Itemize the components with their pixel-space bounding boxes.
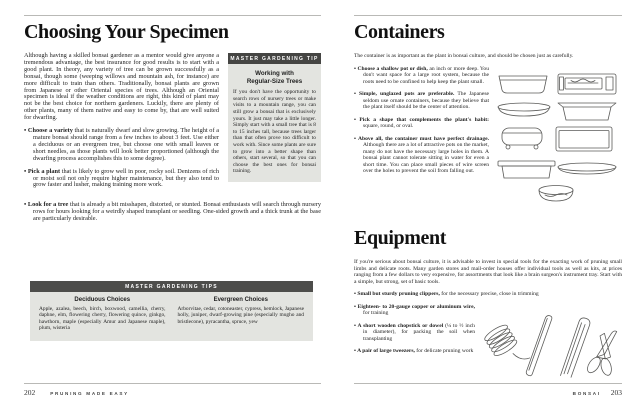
- bullet-lead: Pick a plant: [27, 167, 61, 175]
- bullet-text: The Japanese seldom use ornate containers, because they believe that the plant itself should be the center of attention.: [363, 91, 490, 110]
- clippers-icon: [585, 330, 617, 375]
- page-title: Choosing Your Specimen: [24, 21, 229, 43]
- bullet-text: that is likely to grow well in poor, rocky soil. Denizens of rich or moist soil not only require higher maintenance, but they also tend to grow faster and lusher, making training more work.: [33, 167, 219, 189]
- master-gardening-tip-box: [228, 53, 321, 182]
- bullet-text: that is already a bit misshapen, distorted, or stunted. Bonsai enthusiasts will search through nursery rows for hours looking for a weirdly shaped transplant or seedling. One-sided growth and a thick trunk at the base are particularly desirable.: [33, 201, 322, 223]
- bullet-lead: Eighteen- to 20-gauge copper or aluminum wire,: [357, 303, 475, 310]
- equipment-two-column-layout: [354, 304, 622, 384]
- page-left: [24, 0, 321, 409]
- wire-coil-icon: [483, 322, 519, 358]
- column-title: Evergreen Choices: [213, 297, 268, 303]
- bullet-text: for the necessary precise, close in trimming: [439, 291, 539, 297]
- bonsai-pots-illustration: [494, 66, 622, 216]
- page-number: 202: [24, 388, 36, 397]
- equipment-bullets-column: [354, 304, 475, 361]
- section-equipment: [354, 227, 622, 384]
- deciduous-choices-column: [39, 297, 166, 332]
- page-right: [354, 0, 622, 409]
- bullet-chopstick-dowel: [354, 323, 475, 343]
- bullet-unglazed-pots: [354, 91, 489, 111]
- master-gardening-tips-table: [30, 281, 313, 341]
- wire-tail: [513, 353, 530, 358]
- bullet-copper-wire: [354, 304, 475, 317]
- top-rule: [354, 15, 622, 16]
- bullet-text: an inch or more deep. You don't want space for a large root system, because the roots need to be confined to help keep the plant small.: [363, 65, 490, 85]
- bonsai-tools-illustration: [477, 302, 622, 384]
- bullet-text: Although there are a lot of attractive pots on the market, many do not have the necessary large holes in them. A bonsai plant cannot tolerate sitting in water for even a short time. You can place small pieces of wire screen over the holes to prevent the soil from falling out.: [363, 142, 489, 174]
- left-page-footer: [24, 383, 321, 397]
- bullet-lead: A short wooden chopstick or dowel: [357, 322, 444, 329]
- section-containers: [354, 21, 622, 216]
- tips-table-body: [30, 292, 313, 341]
- equipment-title: Equipment: [354, 227, 446, 249]
- bullet-choose-a-variety: [24, 128, 219, 163]
- bonsai-tools-icon: [477, 302, 622, 384]
- running-title: PRUNING MADE EASY: [50, 391, 129, 396]
- column-text: Apple, azalea, beech, birch, boxwood, camellia, cherry, daphne, elm, flowering cherry, flowering quince, ginkgo, hawthorn, maple (especially Amur and Japanese maple), plum, wisteria: [39, 306, 166, 332]
- bullet-lead: Choose a shallow pot or dish,: [357, 65, 428, 72]
- bullet-lead: Small but sturdy pruning clippers,: [357, 291, 440, 297]
- bullet-text: for delicate pruning work: [414, 348, 474, 354]
- bullet-lead: Pick a shape that complements the plant's habit:: [359, 116, 489, 123]
- tips-table-header-bar: MASTER GARDENING TIPS: [30, 281, 313, 292]
- page-number: 203: [610, 388, 622, 397]
- bullet-look-for-a-tree: [24, 202, 321, 223]
- column-title: Deciduous Choices: [74, 297, 131, 303]
- tip-box-title: Working with Regular-Size Trees: [246, 70, 303, 85]
- containers-two-column-layout: [354, 66, 622, 216]
- bullet-pick-a-shape: [354, 117, 489, 130]
- tip-box-body: [228, 64, 321, 182]
- containers-bullets-column: [354, 66, 489, 181]
- right-page-footer: [354, 383, 622, 397]
- two-column-layout: [24, 53, 321, 195]
- tip-box-header-bar: MASTER GARDENING TIP: [228, 53, 321, 64]
- tweezers-icon: [560, 317, 589, 376]
- intro-paragraph: Although having a skilled bonsai gardener as a mentor would give anyone a tremendous advantage, the best insurance for good results is to start with a good plant. In theory, any variety of tree can be grown successfully as a bonsai, though some (weeping willows and mountain ash, for instance) are more difficult to train than others. Traditionally, bonsai plants are grown from Japanese or other Oriental species of trees. Although an Oriental specimen is ideal if the weather conditions are right, this kind of plant may not be the best choice for northern gardeners. Luckily, there are plenty of other plants, many of them native and easy to come by, that are well suited for dwarfing.: [24, 52, 219, 122]
- running-title: BONSAI: [572, 391, 601, 396]
- column-text: Arborvitae, cedar, cotoneaster, cypress, hemlock, Japanese holly, juniper, dwarf-growing pine (especially mugho and bristlecone), pyracantha, spruce, yew: [177, 306, 304, 325]
- bullet-text: that is naturally dwarf and slow growing. The height of a mature bonsai should range from a few inches to about 3 feet. Use either a deciduous or an evergreen tree, but choose one with small leaves or short needles, as those plants will look better proportioned (although the dwarfing process accomplishes this to some degree).: [33, 127, 220, 162]
- bullet-text: square, round, or oval.: [363, 123, 414, 129]
- bullet-lead: Simple, unglazed pots are preferable.: [359, 91, 455, 97]
- bullet-lead: Look for a tree: [27, 201, 69, 209]
- bullet-shallow-pot: [354, 66, 489, 86]
- bullet-pruning-clippers: [354, 291, 622, 298]
- bullet-pick-a-plant: [24, 169, 219, 190]
- bullet-text: (¼ to ½ inch in diameter), for packing the soil when transplanting: [363, 322, 475, 342]
- containers-title: Containers: [354, 21, 445, 43]
- top-rule: [24, 15, 321, 16]
- dowel-icon: [526, 315, 552, 375]
- evergreen-choices-column: [178, 297, 305, 332]
- bullet-lead: Above all, the container must have perfect drainage.: [357, 135, 489, 142]
- bullet-lead: A pair of large tweezers,: [357, 348, 415, 354]
- bullet-perfect-drainage: [354, 136, 489, 175]
- main-text-column: [24, 53, 219, 195]
- bullet-large-tweezers: [354, 348, 475, 355]
- bullet-text: for training: [363, 310, 389, 316]
- tip-box-text: If you don't have the opportunity to search rows of nursery trees or make visits to a mountain range, you can still grow a bonsai that is exclusively yours. It just may take a little longer. Simply start with a small tree that is 8 to 15 inches tall, because trees larger than that often prove too difficult to work with. Since some plants are sure to grow into a better shape than others, start several, so that you can choose the best ones for bonsai training.: [233, 89, 316, 175]
- bonsai-pots-icon: [494, 66, 622, 216]
- equipment-intro: If you're serious about bonsai culture, it is advisable to invest in special tools for the exacting work of pruning small limbs and delicate roots. Many garden stores and mail-order houses offer individual tools as well as kits, at prices ranging from a few dollars to very expensive, for assortments that look like a brain surgeon's instrument tray. Start with a simple, but strong, set of basic tools.: [354, 259, 622, 285]
- containers-intro: The container is as important as the plant in bonsai culture, and should be chosen just as carefully.: [354, 53, 574, 59]
- section-choosing-your-specimen: [24, 21, 321, 229]
- bullet-lead: Choose a variety: [27, 127, 73, 135]
